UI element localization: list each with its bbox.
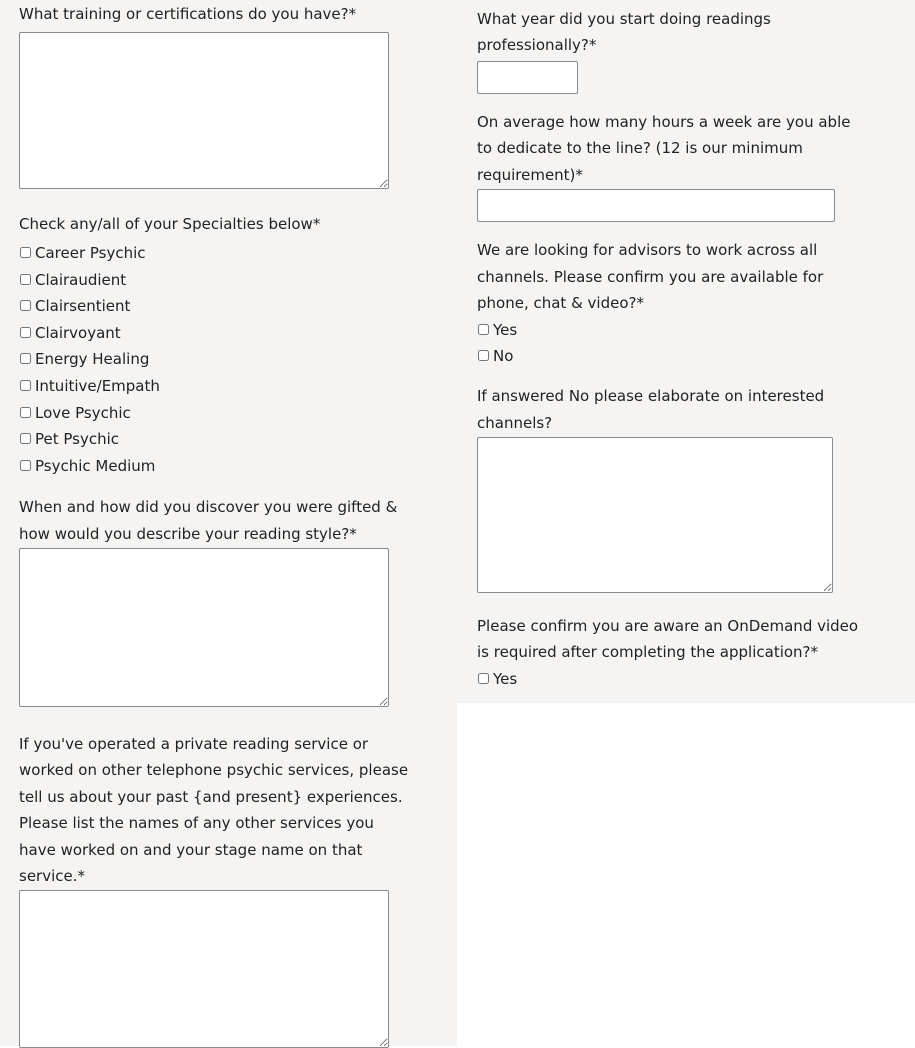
experience-label-line-1: If you've operated a private reading service or (19, 735, 369, 753)
experience-textarea[interactable] (19, 890, 389, 1048)
channels-label-line-3: phone, chat & video?* (477, 294, 644, 312)
hours-label-line-3: requirement)* (477, 166, 583, 184)
pet-psychic-label: Pet Psychic (35, 429, 120, 448)
channels-no-checkbox[interactable] (478, 350, 489, 361)
ondemand-yes-checkbox[interactable] (478, 673, 489, 684)
specialty-clairsentient[interactable] (19, 292, 130, 319)
elaborate-textarea[interactable] (477, 437, 833, 593)
channels-option-no[interactable] (477, 342, 513, 369)
ondemand-label-line-2: is required after completing the application?* (477, 643, 819, 661)
channels-label-line-1: We are looking for advisors to work across all (477, 241, 818, 259)
ondemand-option-yes[interactable] (477, 665, 517, 692)
clairaudient-checkbox[interactable] (20, 274, 31, 285)
specialty-career-psychic[interactable] (19, 239, 146, 266)
psychic-medium-checkbox[interactable] (20, 460, 31, 471)
career-psychic-label: Career Psychic (35, 243, 146, 262)
channels-yes-checkbox[interactable] (478, 324, 489, 335)
specialty-clairaudient[interactable] (19, 266, 126, 293)
experience-label-line-2: worked on other telephone psychic services, please (19, 761, 409, 779)
pet-psychic-checkbox[interactable] (20, 433, 31, 444)
start-year-input[interactable] (477, 61, 578, 94)
hours-label-line-1: On average how many hours a week are you able (477, 113, 851, 131)
weekly-hours-input[interactable] (477, 189, 835, 222)
hours-label-line-2: to dedicate to the line? (12 is our minimum (477, 139, 803, 157)
love-psychic-label: Love Psychic (35, 403, 131, 422)
specialty-love-psychic[interactable] (19, 399, 131, 426)
elaborate-label-line-2: channels? (477, 414, 553, 432)
experience-label-line-4: Please list the names of any other services you (19, 814, 374, 832)
gifted-label-line-1: When and how did you discover you were gifted & (19, 498, 398, 516)
psychic-medium-label: Psychic Medium (35, 456, 156, 475)
specialty-pet-psychic[interactable] (19, 425, 119, 452)
clairvoyant-checkbox[interactable] (20, 327, 31, 338)
elaborate-label-line-1: If answered No please elaborate on interested (477, 387, 825, 405)
year-label-line-1: What year did you start doing readings (477, 10, 771, 28)
channels-no-label: No (493, 346, 514, 365)
specialties-label: Check any/all of your Specialties below* (19, 215, 321, 233)
year-label-line-2: professionally?* (477, 36, 597, 54)
channels-yes-label: Yes (493, 320, 518, 339)
career-psychic-checkbox[interactable] (20, 247, 31, 258)
clairvoyant-label: Clairvoyant (35, 323, 121, 342)
left-form-column (0, 0, 457, 1046)
ondemand-yes-label: Yes (493, 669, 518, 688)
clairsentient-checkbox[interactable] (20, 300, 31, 311)
specialty-intuitive-empath[interactable] (19, 372, 160, 399)
energy-healing-checkbox[interactable] (20, 353, 31, 364)
experience-label-line-5: have worked on and your stage name on that (19, 841, 363, 859)
gifted-textarea[interactable] (19, 548, 389, 707)
specialty-energy-healing[interactable] (19, 345, 149, 372)
clairsentient-label: Clairsentient (35, 296, 131, 315)
experience-label-line-6: service.* (19, 867, 85, 885)
love-psychic-checkbox[interactable] (20, 407, 31, 418)
clairaudient-label: Clairaudient (35, 270, 127, 289)
intuitive-empath-checkbox[interactable] (20, 380, 31, 391)
specialty-psychic-medium[interactable] (19, 452, 155, 479)
gifted-label-line-2: how would you describe your reading style?* (19, 525, 357, 543)
channels-option-yes[interactable] (477, 316, 517, 343)
specialty-clairvoyant[interactable] (19, 319, 121, 346)
energy-healing-label: Energy Healing (35, 349, 150, 368)
right-form-column (457, 0, 915, 703)
ondemand-label-line-1: Please confirm you are aware an OnDemand video (477, 617, 859, 635)
channels-label-line-2: channels. Please confirm you are available for (477, 268, 824, 286)
training-textarea[interactable] (19, 32, 389, 189)
training-label: What training or certifications do you have?* (19, 5, 357, 23)
experience-label-line-3: tell us about your past {and present} experiences. (19, 788, 403, 806)
intuitive-empath-label: Intuitive/Empath (35, 376, 160, 395)
